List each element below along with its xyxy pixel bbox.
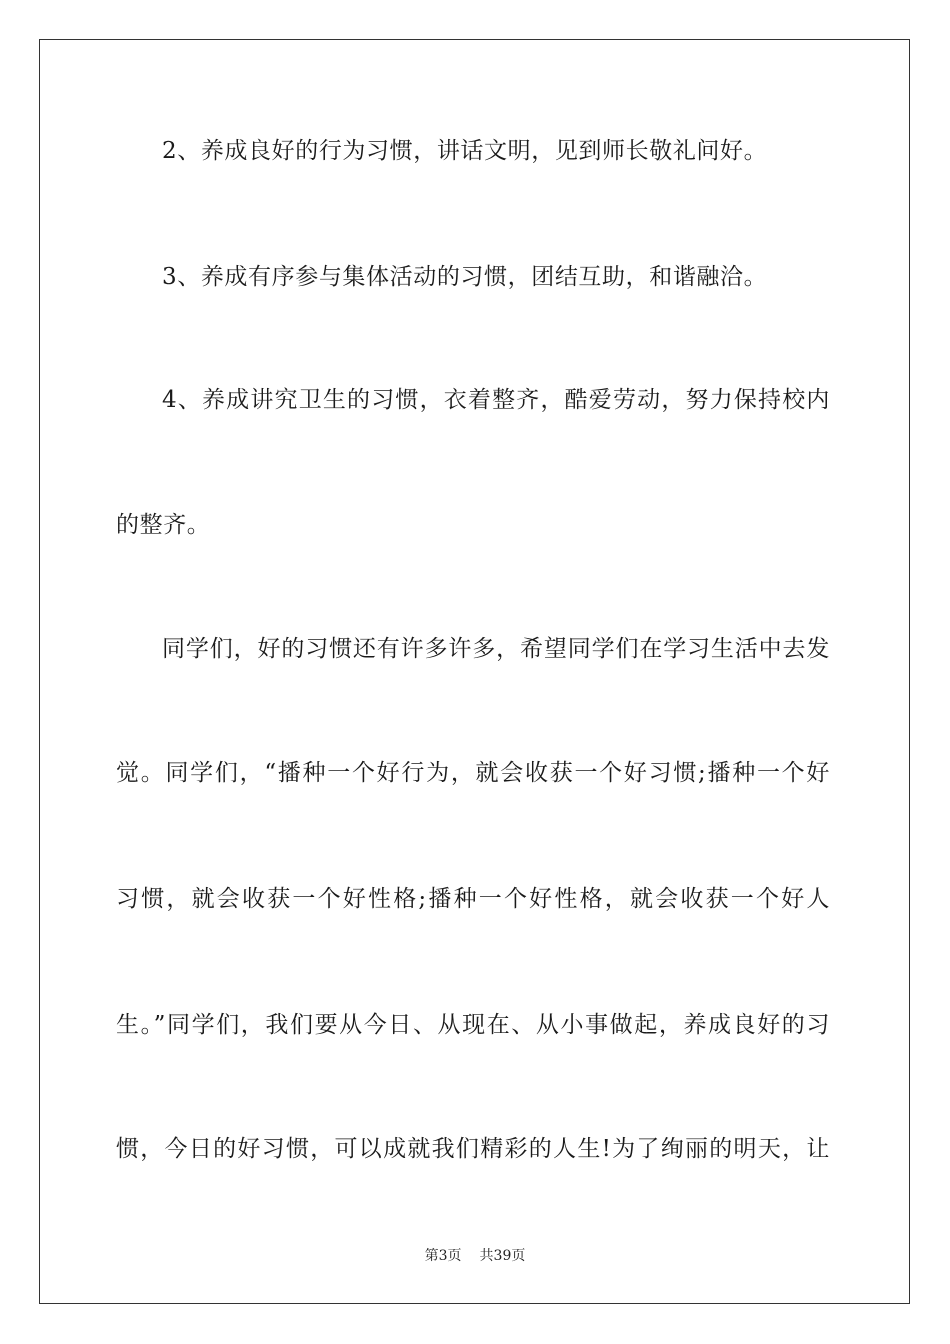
paragraph-item-4-line-1: 4、养成讲究卫生的习惯，衣着整齐，酷爱劳动，努力保持校内 [162,387,830,413]
paragraph-item-2: 2、养成良好的行为习惯，讲话文明，见到师长敬礼问好。 [162,138,768,164]
page-border [39,39,910,1304]
total-pages: 共39页 [479,1248,526,1264]
paragraph-item-4-line-2: 的整齐。 [116,512,211,538]
page-footer [0,1247,950,1265]
paragraph-closing-line-1: 同学们，好的习惯还有许多许多，希望同学们在学习生活中去发 [162,636,830,662]
paragraph-closing-line-5: 惯，今日的好习惯，可以成就我们精彩的人生!为了绚丽的明天，让 [116,1136,830,1162]
paragraph-closing-line-4: 生。”同学们，我们要从今日、从现在、从小事做起，养成良好的习 [116,1012,830,1038]
paragraph-item-3: 3、养成有序参与集体活动的习惯，团结互助，和谐融洽。 [162,264,768,290]
paragraph-closing-line-2: 觉。同学们，“播种一个好行为，就会收获一个好习惯;播种一个好 [116,760,830,786]
paragraph-closing-line-3: 习惯，就会收获一个好性格;播种一个好性格，就会收获一个好人 [116,886,830,912]
page-number: 第3页 [424,1248,462,1264]
